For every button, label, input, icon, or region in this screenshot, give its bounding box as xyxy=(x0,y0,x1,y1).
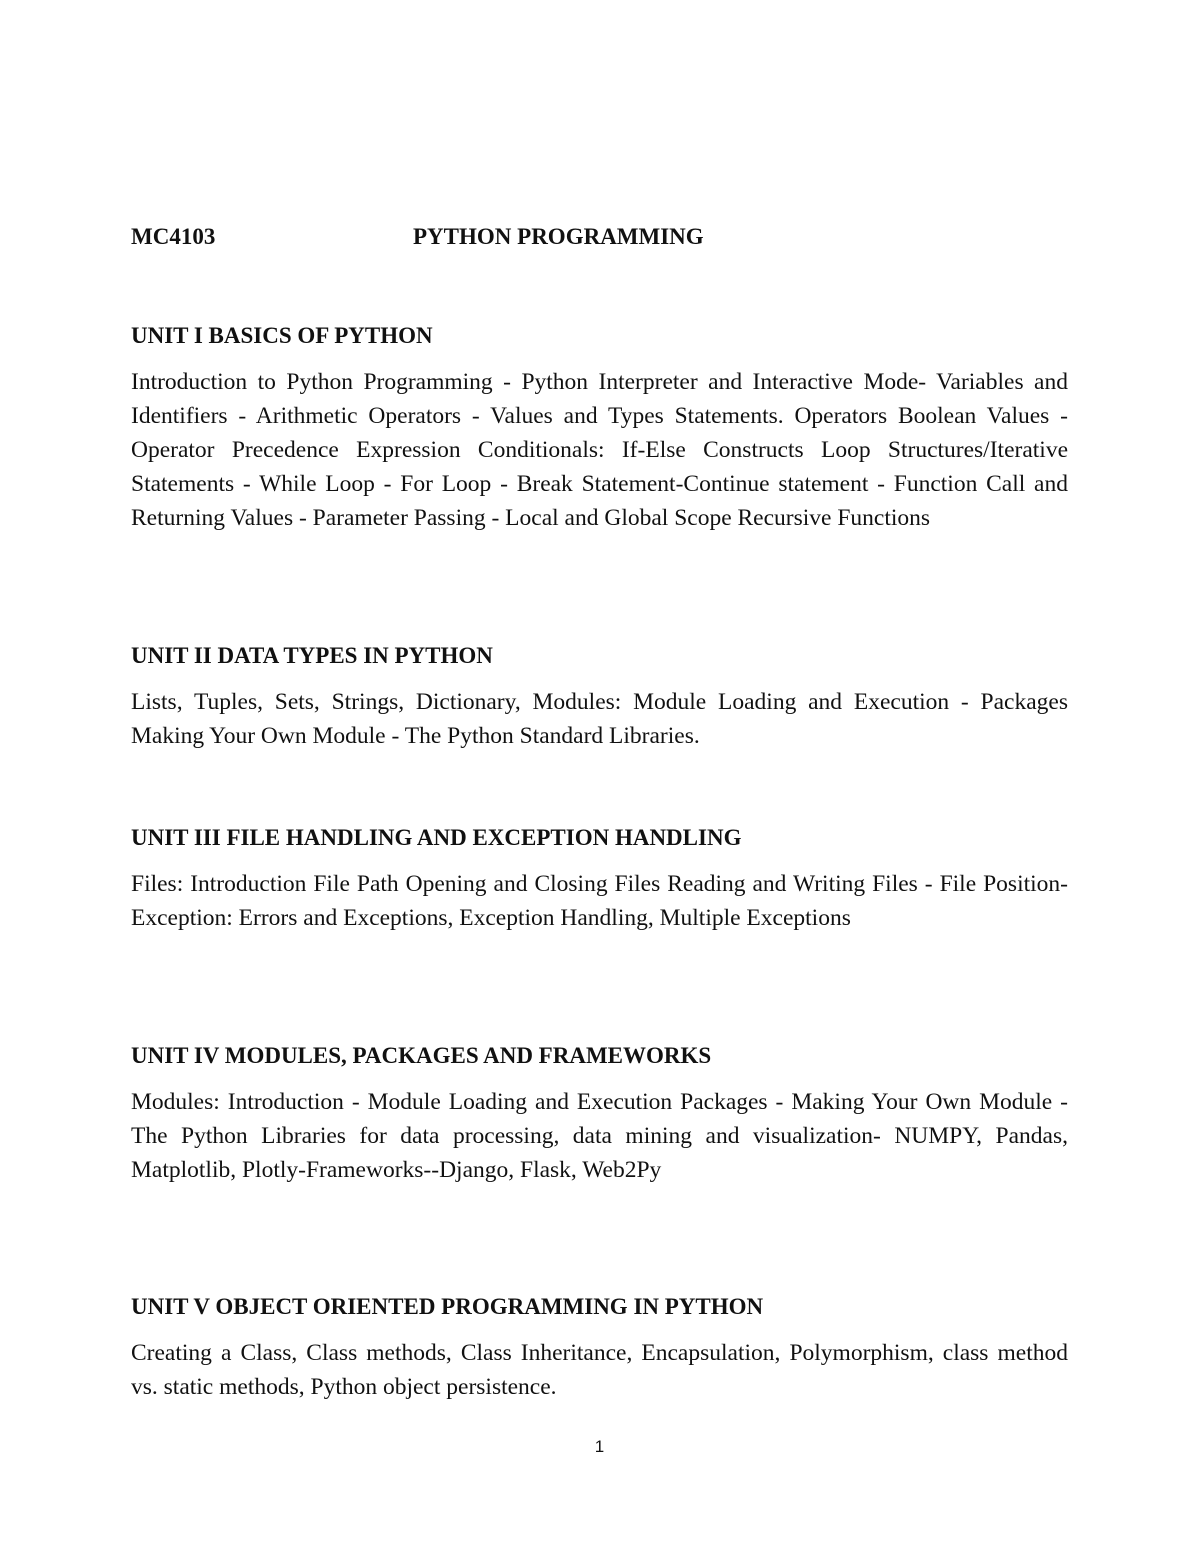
unit-3-heading: UNIT III FILE HANDLING AND EXCEPTION HANDLING xyxy=(131,825,742,850)
unit-5-section xyxy=(131,1292,1068,1404)
course-title: PYTHON PROGRAMMING xyxy=(413,224,704,249)
unit-4-heading: UNIT IV MODULES, PACKAGES AND FRAMEWORKS xyxy=(131,1043,712,1068)
page-number: 1 xyxy=(594,1437,605,1456)
unit-2-body: Lists, Tuples, Sets, Strings, Dictionary, Modules: Module Loading and Execution - Packages Making Your Own Module - The Python Standard Libraries. xyxy=(131,689,1068,749)
unit-1-body: Introduction to Python Programming - Python Interpreter and Interactive Mode- Variables and Identifiers - Arithmetic Operators - Values and Types Statements. Operators Boolean Values - Operator Precedence Expression Conditionals: If-Else Constructs Loop Structures/Iterative Statements - While Loop - For Loop - Break Statement-Continue statement - Function Call and Returning Values - Parameter Passing - Local and Global Scope Recursive Functions xyxy=(131,369,1068,531)
unit-3-section xyxy=(131,823,1068,935)
unit-2-heading: UNIT II DATA TYPES IN PYTHON xyxy=(131,643,493,668)
unit-4-section xyxy=(131,1041,1068,1187)
unit-5-body: Creating a Class, Class methods, Class Inheritance, Encapsulation, Polymorphism, class method vs. static methods, Python object persistence. xyxy=(131,1340,1068,1400)
unit-1-section xyxy=(131,321,1068,535)
unit-2-section xyxy=(131,641,1068,753)
unit-3-body: Files: Introduction File Path Opening and Closing Files Reading and Writing Files - File Position-Exception: Errors and Exceptions, Exception Handling, Multiple Exceptions xyxy=(131,871,1068,931)
unit-1-heading: UNIT I BASICS OF PYTHON xyxy=(131,323,433,348)
unit-5-heading: UNIT V OBJECT ORIENTED PROGRAMMING IN PYTHON xyxy=(131,1294,764,1319)
document-page xyxy=(131,0,1068,1553)
course-code: MC4103 xyxy=(131,224,216,249)
unit-4-body: Modules: Introduction - Module Loading and Execution Packages - Making Your Own Module - The Python Libraries for data processing, data mining and visualization- NUMPY, Pandas, Matplotlib, Plotly-Frameworks--Django, Flask, Web2Py xyxy=(131,1089,1068,1183)
